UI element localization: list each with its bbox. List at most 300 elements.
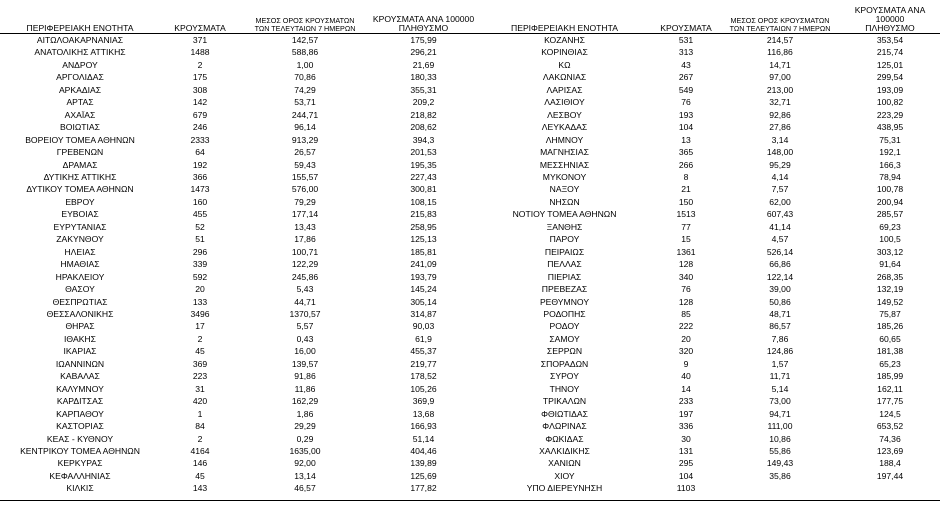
per-100k-cell: 21,69 xyxy=(412,59,435,70)
cases-cell: 104 xyxy=(678,470,694,481)
average-cell: 3,14 xyxy=(771,134,789,145)
average-cell: 48,71 xyxy=(769,308,791,319)
average-cell xyxy=(720,482,840,494)
region-cell: ΚΟΡΙΝΘΙΑΣ xyxy=(541,47,588,58)
per-100k-cell: 180,33 xyxy=(410,72,437,83)
cases-cell: 77 xyxy=(681,221,691,232)
region-cell: ΠΡΕΒΕΖΑΣ xyxy=(541,284,588,295)
average-cell: 13,14 xyxy=(294,470,316,481)
table-row xyxy=(0,183,940,195)
region-cell: ΦΩΚΙΔΑΣ xyxy=(545,433,584,444)
per-100k-cell: 653,52 xyxy=(876,421,904,432)
average-cell: 4,14 xyxy=(771,171,789,182)
region-cell: ΣΑΜΟΥ xyxy=(549,333,580,344)
table-row xyxy=(0,283,940,295)
region-cell: ΡΟΔΟΠΗΣ xyxy=(543,308,586,319)
table-row xyxy=(0,445,940,457)
region-cell: ΑΙΤΩΛΟΑΚΑΡΝΑΝΙΑΣ xyxy=(36,35,124,45)
header-cases-per-100k-line1: ΚΡΟΥΣΜΑΤΑ ΑΝΑ 100000 xyxy=(854,5,926,24)
cases-cell: 336 xyxy=(678,421,694,432)
cases-cell: 1361 xyxy=(676,246,696,257)
region-cell: ΚΑΛΥΜΝΟΥ xyxy=(56,383,104,394)
cases-cell: 3496 xyxy=(190,308,210,319)
header-cases: ΚΡΟΥΣΜΑΤΑ xyxy=(652,6,720,34)
per-100k-cell: 305,14 xyxy=(410,296,437,307)
region-cell: ΚΑΣΤΟΡΙΑΣ xyxy=(56,421,104,432)
per-100k-cell: 132,19 xyxy=(876,284,904,295)
per-100k-cell: 208,62 xyxy=(410,122,437,133)
cases-cell: 133 xyxy=(192,296,208,307)
table-row xyxy=(0,433,940,445)
cases-cell: 266 xyxy=(678,159,694,170)
average-cell: 92,00 xyxy=(294,458,316,469)
per-100k-cell: 218,82 xyxy=(410,109,437,120)
region-cell: ΛΑΣΙΘΙΟΥ xyxy=(544,97,585,108)
cases-cell: 679 xyxy=(192,109,208,120)
per-100k-cell: 300,81 xyxy=(410,184,437,195)
region-cell: ΚΑΡΔΙΤΣΑΣ xyxy=(56,396,104,407)
per-100k-cell: 185,99 xyxy=(876,371,904,382)
per-100k-cell: 353,54 xyxy=(876,35,904,45)
cases-cell: 313 xyxy=(678,47,694,58)
per-100k-cell: 193,79 xyxy=(410,271,437,282)
average-cell: 79,29 xyxy=(294,196,316,207)
cases-cell: 31 xyxy=(195,383,205,394)
average-cell: 59,43 xyxy=(294,159,316,170)
average-cell: 96,14 xyxy=(294,122,316,133)
region-cell: ΣΠΟΡΑΔΩΝ xyxy=(540,358,589,369)
region-cell: ΚΕΦΑΛΛΗΝΙΑΣ xyxy=(49,470,111,481)
per-100k-cell: 438,95 xyxy=(876,122,904,133)
cases-cell: 233 xyxy=(678,396,694,407)
region-cell: ΑΧΑΪΑΣ xyxy=(64,109,96,120)
region-cell: ΘΗΡΑΣ xyxy=(65,321,95,332)
region-cell: ΛΑΡΙΣΑΣ xyxy=(546,84,583,95)
cases-cell: 455 xyxy=(192,209,208,220)
average-cell: 35,86 xyxy=(769,470,791,481)
cases-cell: 17 xyxy=(195,321,205,332)
region-cell: ΕΒΡΟΥ xyxy=(65,196,95,207)
average-cell: 32,71 xyxy=(769,97,791,108)
table-row xyxy=(0,46,940,58)
average-cell: 214,57 xyxy=(766,35,794,45)
region-cell: ΧΙΟΥ xyxy=(554,470,575,481)
average-cell: 66,86 xyxy=(769,259,791,270)
cases-cell: 128 xyxy=(678,259,694,270)
cases-cell: 192 xyxy=(192,159,208,170)
average-cell: 913,29 xyxy=(291,134,319,145)
region-cell: ΜΥΚΟΝΟΥ xyxy=(542,171,587,182)
table-header-row xyxy=(0,6,940,34)
per-100k-cell: 108,15 xyxy=(410,196,437,207)
per-100k-cell: 90,03 xyxy=(412,321,435,332)
per-100k-cell: 219,77 xyxy=(410,358,437,369)
region-cell: ΦΘΙΩΤΙΔΑΣ xyxy=(541,408,588,419)
average-cell: 162,29 xyxy=(291,396,319,407)
per-100k-cell: 60,65 xyxy=(879,333,901,344)
per-100k-cell: 175,99 xyxy=(410,35,437,45)
cases-cell: 128 xyxy=(678,296,694,307)
per-100k-cell: 268,35 xyxy=(876,271,904,282)
cases-cell: 4164 xyxy=(190,445,210,456)
per-100k-cell: 195,35 xyxy=(410,159,437,170)
cases-cell: 150 xyxy=(678,196,694,207)
cases-cell: 267 xyxy=(678,72,694,83)
average-cell: 97,00 xyxy=(769,72,791,83)
region-cell: ΙΚΑΡΙΑΣ xyxy=(63,346,97,357)
average-cell: 4,57 xyxy=(771,234,789,245)
region-cell: ΚΟΖΑΝΗΣ xyxy=(544,35,585,45)
table-row xyxy=(0,482,940,494)
table-row xyxy=(0,358,940,370)
per-100k-cell: 100,82 xyxy=(876,97,904,108)
average-cell: 5,57 xyxy=(296,321,314,332)
table-row xyxy=(0,457,940,469)
per-100k-cell: 166,3 xyxy=(879,159,901,170)
region-cell: ΚΙΛΚΙΣ xyxy=(66,483,94,494)
per-100k-cell: 314,87 xyxy=(410,308,437,319)
region-cell: ΚΕΡΚΥΡΑΣ xyxy=(57,458,103,469)
per-100k-cell: 285,57 xyxy=(876,209,904,220)
per-100k-cell: 192,1 xyxy=(879,147,901,158)
per-100k-cell: 215,83 xyxy=(410,209,437,220)
region-cell: ΛΑΚΩΝΙΑΣ xyxy=(542,72,587,83)
region-cell: ΚΕΑΣ - ΚΥΘΝΟΥ xyxy=(46,433,114,444)
per-100k-cell: 241,09 xyxy=(410,259,437,270)
average-cell: 92,86 xyxy=(769,109,791,120)
average-cell: 5,43 xyxy=(296,284,314,295)
table-row xyxy=(0,395,940,407)
per-100k-cell: 13,68 xyxy=(412,408,435,419)
cases-cell: 52 xyxy=(195,221,205,232)
region-cell: ΒΟΙΩΤΙΑΣ xyxy=(60,122,100,133)
region-cell: ΦΛΩΡΙΝΑΣ xyxy=(542,421,587,432)
region-cell: ΑΝΔΡΟΥ xyxy=(62,59,98,70)
table-row xyxy=(0,121,940,133)
per-100k-cell: 65,23 xyxy=(879,358,901,369)
table-body xyxy=(0,34,940,495)
table-row xyxy=(0,208,940,220)
average-cell: 74,29 xyxy=(294,84,316,95)
average-cell: 50,86 xyxy=(769,296,791,307)
cases-cell: 193 xyxy=(678,109,694,120)
cases-cell: 531 xyxy=(678,35,694,45)
header-cases-per-100k-line2: ΠΛΗΘΥΣΜΟ xyxy=(865,23,915,33)
per-100k-cell: 394,3 xyxy=(412,134,435,145)
header-region: ΠΕΡΙΦΕΡΕΙΑΚΗ ΕΝΟΤΗΤΑ xyxy=(0,6,160,34)
average-cell: 29,29 xyxy=(294,421,316,432)
per-100k-cell: 51,14 xyxy=(412,433,435,444)
table-row xyxy=(0,84,940,96)
cases-cell: 142 xyxy=(192,97,208,108)
table-row xyxy=(0,246,940,258)
header-7day-average xyxy=(720,6,840,34)
per-100k-cell: 100,78 xyxy=(876,184,904,195)
cases-cell: 51 xyxy=(195,234,205,245)
per-100k-cell: 299,54 xyxy=(876,72,904,83)
table-row xyxy=(0,345,940,357)
region-cell: ΠΕΛΛΑΣ xyxy=(547,259,582,270)
average-cell: 0,43 xyxy=(296,333,314,344)
table-row xyxy=(0,171,940,183)
cases-cell: 295 xyxy=(678,458,694,469)
per-100k-cell: 149,52 xyxy=(876,296,904,307)
average-cell: 148,00 xyxy=(766,147,794,158)
cases-cell: 9 xyxy=(683,358,689,369)
per-100k-cell: 177,82 xyxy=(410,483,437,494)
region-cell: ΤΗΝΟΥ xyxy=(549,383,580,394)
region-cell: ΝΗΣΩΝ xyxy=(549,196,580,207)
region-cell: ΧΑΛΚΙΔΙΚΗΣ xyxy=(539,445,590,456)
region-cell: ΠΕΙΡΑΙΩΣ xyxy=(544,246,585,257)
average-cell: 245,86 xyxy=(291,271,319,282)
region-cell: ΓΡΕΒΕΝΩΝ xyxy=(56,147,104,158)
region-cell: ΠΑΡΟΥ xyxy=(549,234,580,245)
cases-cell: 14 xyxy=(681,383,691,394)
region-cell: ΔΥΤΙΚΗΣ ΑΤΤΙΚΗΣ xyxy=(43,171,117,182)
table-row xyxy=(0,196,940,208)
cases-cell: 2333 xyxy=(190,134,210,145)
region-cell: ΜΑΓΝΗΣΙΑΣ xyxy=(540,147,589,158)
average-cell: 244,71 xyxy=(291,109,319,120)
region-cell: ΚΑΒΑΛΑΣ xyxy=(60,371,100,382)
per-100k-cell: 185,81 xyxy=(410,246,437,257)
header-cases-per-100k xyxy=(840,6,940,34)
cases-cell: 2 xyxy=(197,433,203,444)
region-cell: ΛΕΥΚΑΔΑΣ xyxy=(541,122,588,133)
cases-cell: 296 xyxy=(192,246,208,257)
table-row xyxy=(0,383,940,395)
region-cell: ΣΕΡΡΩΝ xyxy=(546,346,583,357)
average-cell: 55,86 xyxy=(769,445,791,456)
average-cell: 1,86 xyxy=(296,408,314,419)
cases-cell: 15 xyxy=(681,234,691,245)
per-100k-cell: 166,93 xyxy=(410,421,437,432)
average-cell: 526,14 xyxy=(766,246,794,257)
cases-cell: 131 xyxy=(678,445,694,456)
per-100k-cell: 181,38 xyxy=(876,346,904,357)
per-100k-cell: 223,29 xyxy=(876,109,904,120)
per-100k-cell: 91,64 xyxy=(879,259,901,270)
table-row xyxy=(0,146,940,158)
average-cell: 576,00 xyxy=(291,184,319,195)
average-cell: 7,86 xyxy=(771,333,789,344)
cases-cell: 20 xyxy=(681,333,691,344)
cases-cell: 2 xyxy=(197,59,203,70)
region-cell: ΔΥΤΙΚΟΥ ΤΟΜΕΑ ΑΘΗΝΩΝ xyxy=(26,184,134,195)
average-cell: 41,14 xyxy=(769,221,791,232)
per-100k-cell: 188,4 xyxy=(879,458,901,469)
table-row xyxy=(0,134,940,146)
cases-cell: 320 xyxy=(678,346,694,357)
region-cell: ΗΡΑΚΛΕΙΟΥ xyxy=(55,271,105,282)
region-cell: ΘΕΣΠΡΩΤΙΑΣ xyxy=(52,296,108,307)
cases-cell: 365 xyxy=(678,147,694,158)
cases-cell: 20 xyxy=(195,284,205,295)
cases-cell: 1103 xyxy=(676,483,696,494)
per-100k-cell: 258,95 xyxy=(410,221,437,232)
table-row xyxy=(0,221,940,233)
cases-cell: 30 xyxy=(681,433,691,444)
region-cell: ΗΛΕΙΑΣ xyxy=(64,246,96,257)
average-cell: 5,14 xyxy=(771,383,789,394)
average-cell: 10,86 xyxy=(769,433,791,444)
average-cell: 46,57 xyxy=(294,483,316,494)
header-7day-average xyxy=(240,6,370,34)
per-100k-cell: 215,74 xyxy=(876,47,904,58)
region-cell: ΜΕΣΣΗΝΙΑΣ xyxy=(539,159,590,170)
region-cell: ΕΥΒΟΙΑΣ xyxy=(61,209,99,220)
cases-cell: 76 xyxy=(681,97,691,108)
cases-cell: 339 xyxy=(192,259,208,270)
per-100k-cell: 227,43 xyxy=(410,171,437,182)
average-cell: 14,71 xyxy=(769,59,791,70)
region-cell: ΝΟΤΙΟΥ ΤΟΜΕΑ ΑΘΗΝΩΝ xyxy=(512,209,617,220)
cases-cell: 76 xyxy=(681,284,691,295)
region-cell: ΘΑΣΟΥ xyxy=(65,284,95,295)
average-cell: 44,71 xyxy=(294,296,316,307)
region-cell: ΧΑΝΙΩΝ xyxy=(548,458,581,469)
per-100k-cell: 125,13 xyxy=(410,234,437,245)
average-cell: 26,57 xyxy=(294,147,316,158)
per-100k-cell: 105,26 xyxy=(410,383,437,394)
region-cell: ΚΑΡΠΑΘΟΥ xyxy=(56,408,104,419)
region-cell: ΥΠΟ ΔΙΕΡΕΥΝΗΣΗ xyxy=(526,483,603,494)
region-cell: ΒΟΡΕΙΟΥ ΤΟΜΕΑ ΑΘΗΝΩΝ xyxy=(25,134,135,145)
cases-cell: 104 xyxy=(678,122,694,133)
average-cell: 11,86 xyxy=(294,383,316,394)
average-cell: 1635,00 xyxy=(289,445,321,456)
average-cell: 122,14 xyxy=(766,271,794,282)
per-100k-cell: 177,75 xyxy=(876,396,904,407)
region-cell: ΡΕΘΥΜΝΟΥ xyxy=(539,296,590,307)
cases-cell: 549 xyxy=(678,84,694,95)
table-row xyxy=(0,420,940,432)
region-cell: ΑΝΑΤΟΛΙΚΗΣ ΑΤΤΙΚΗΣ xyxy=(34,47,126,58)
per-100k-cell: 193,09 xyxy=(876,84,904,95)
cases-cell: 246 xyxy=(192,122,208,133)
region-cell: ΠΙΕΡΙΑΣ xyxy=(547,271,582,282)
average-cell: 607,43 xyxy=(766,209,794,220)
per-100k-cell: 200,94 xyxy=(876,196,904,207)
table-row xyxy=(0,308,940,320)
cases-cell: 85 xyxy=(681,308,691,319)
region-cell: ΚΩ xyxy=(558,59,571,70)
per-100k-cell: 209,2 xyxy=(412,97,435,108)
average-cell: 17,86 xyxy=(294,234,316,245)
table-row xyxy=(0,271,940,283)
per-100k-cell: 61,9 xyxy=(415,333,432,344)
table-row xyxy=(0,71,940,83)
table-row xyxy=(0,296,940,308)
cases-cell: 222 xyxy=(678,321,694,332)
cases-cell: 45 xyxy=(195,470,205,481)
region-cell: ΙΘΑΚΗΣ xyxy=(64,333,96,344)
average-cell: 86,57 xyxy=(769,321,791,332)
region-cell: ΑΡΓΟΛΙΔΑΣ xyxy=(56,72,104,83)
cases-cell: 371 xyxy=(192,35,208,45)
per-100k-cell: 303,12 xyxy=(876,246,904,257)
per-100k-cell: 296,21 xyxy=(410,47,437,58)
table-row xyxy=(0,34,940,47)
cases-cell: 143 xyxy=(192,483,208,494)
average-cell: 122,29 xyxy=(291,259,319,270)
average-cell: 177,14 xyxy=(291,209,319,220)
average-cell: 100,71 xyxy=(291,246,319,257)
table-row xyxy=(0,470,940,482)
average-cell: 139,57 xyxy=(291,358,319,369)
average-cell: 27,86 xyxy=(769,122,791,133)
cases-by-region-table xyxy=(0,6,940,495)
table-row xyxy=(0,96,940,108)
average-cell: 213,00 xyxy=(766,84,794,95)
cases-cell: 64 xyxy=(195,147,205,158)
table-row xyxy=(0,233,940,245)
header-region: ΠΕΡΙΦΕΡΕΙΑΚΗ ΕΝΟΤΗΤΑ xyxy=(477,6,652,34)
per-100k-cell: 455,37 xyxy=(410,346,437,357)
region-cell: ΞΑΝΘΗΣ xyxy=(546,221,583,232)
region-cell: ΕΥΡΥΤΑΝΙΑΣ xyxy=(53,221,107,232)
per-100k-cell: 100,5 xyxy=(879,234,901,245)
per-100k-cell: 369,9 xyxy=(412,396,435,407)
per-100k-cell: 123,69 xyxy=(876,445,904,456)
table-row xyxy=(0,258,940,270)
average-cell: 1,00 xyxy=(296,59,314,70)
per-100k-cell: 125,69 xyxy=(410,470,437,481)
region-cell: ΛΗΜΝΟΥ xyxy=(545,134,584,145)
cases-cell: 420 xyxy=(192,396,208,407)
cases-cell: 40 xyxy=(681,371,691,382)
table-row xyxy=(0,159,940,171)
average-cell: 155,57 xyxy=(291,171,319,182)
cases-cell: 1488 xyxy=(190,47,210,58)
cases-cell: 369 xyxy=(192,358,208,369)
region-cell: ΗΜΑΘΙΑΣ xyxy=(60,259,100,270)
average-cell: 39,00 xyxy=(769,284,791,295)
per-100k-cell: 75,87 xyxy=(879,308,901,319)
average-cell: 116,86 xyxy=(767,47,793,58)
cases-cell: 2 xyxy=(197,333,203,344)
average-cell: 95,29 xyxy=(769,159,791,170)
per-100k-cell: 404,46 xyxy=(410,445,437,456)
table-row xyxy=(0,109,940,121)
cases-cell: 84 xyxy=(195,421,205,432)
header-7day-average-line2: ΤΩΝ ΤΕΛΕΥΤΑΙΩΝ 7 ΗΜΕΡΩΝ xyxy=(254,24,356,33)
cases-cell: 43 xyxy=(681,59,691,70)
region-cell: ΙΩΑΝΝΙΝΩΝ xyxy=(55,358,105,369)
header-7day-average-line1: ΜΕΣΟΣ ΟΡΟΣ ΚΡΟΥΣΜΑΤΩΝ xyxy=(730,16,830,25)
average-cell: 1370,57 xyxy=(289,308,321,319)
average-cell: 73,00 xyxy=(769,396,791,407)
cases-cell: 160 xyxy=(192,196,208,207)
header-7day-average-line2: ΤΩΝ ΤΕΛΕΥΤΑΙΩΝ 7 ΗΜΕΡΩΝ xyxy=(729,24,831,33)
per-100k-cell: 125,01 xyxy=(876,59,904,70)
average-cell: 142,57 xyxy=(291,35,319,45)
header-cases-per-100k xyxy=(370,6,477,34)
cases-cell: 1513 xyxy=(676,209,696,220)
per-100k-cell: 78,94 xyxy=(879,171,901,182)
average-cell: 7,57 xyxy=(771,184,789,195)
table-row xyxy=(0,59,940,71)
average-cell: 62,00 xyxy=(769,196,791,207)
per-100k-cell: 355,31 xyxy=(410,84,437,95)
per-100k-cell: 145,24 xyxy=(410,284,437,295)
average-cell: 1,57 xyxy=(771,358,789,369)
cases-cell: 13 xyxy=(681,134,691,145)
cases-cell: 8 xyxy=(683,171,689,182)
average-cell: 11,71 xyxy=(769,371,791,382)
average-cell: 0,29 xyxy=(296,433,314,444)
